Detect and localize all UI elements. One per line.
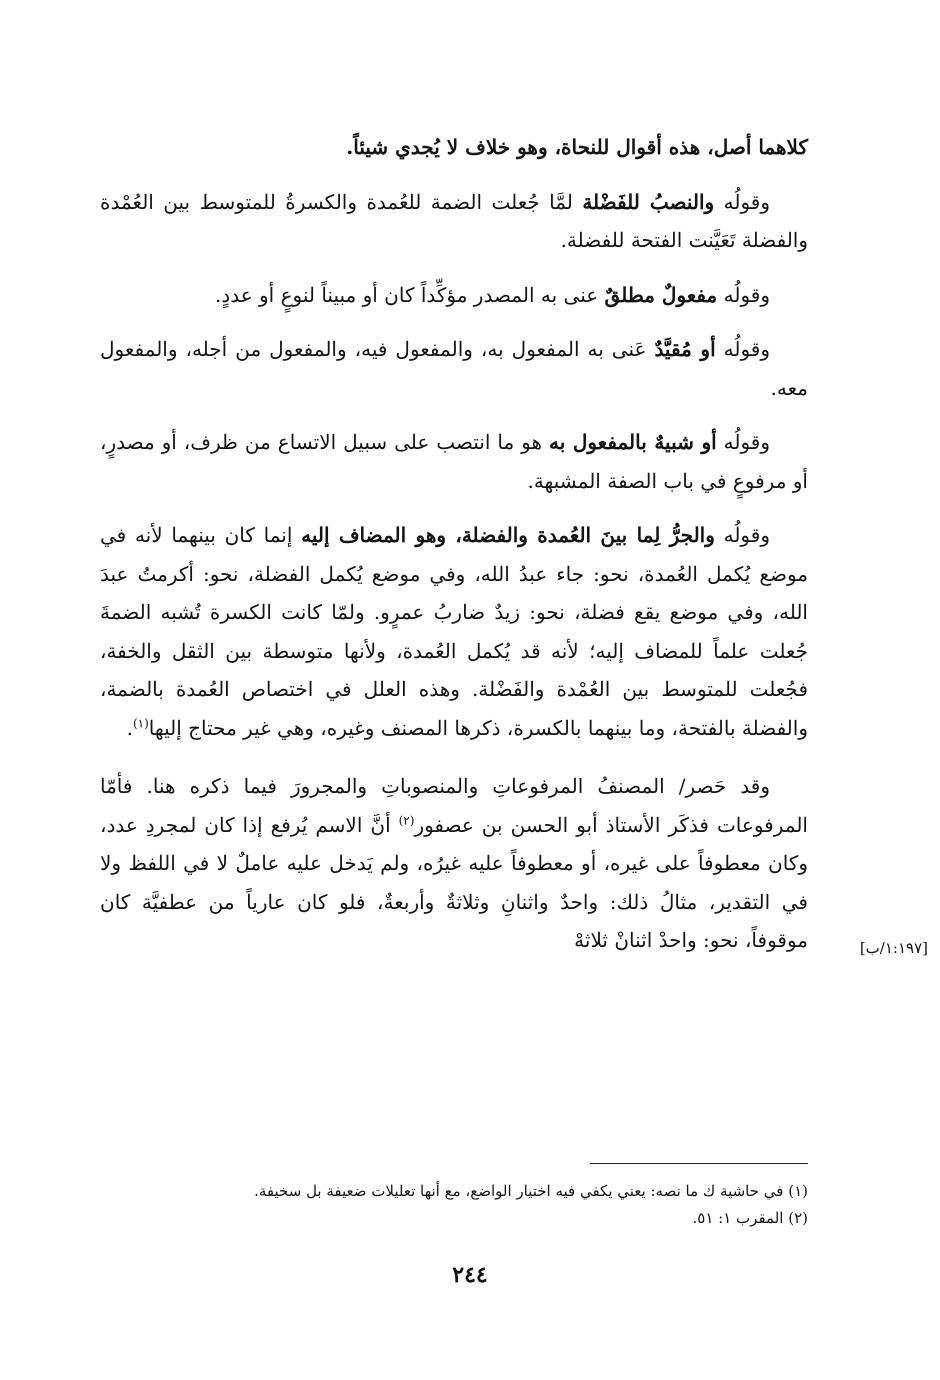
paragraph-6-bold: والجرُّ لِما بينَ العُمدة والفضلة، وهو المضاف إليه bbox=[301, 523, 715, 547]
footnote-1: (١) في حاشية ك ما نصه: يعني يكفي فيه اختيار الواضع، مع أنها تعليلات ضعيفة بل سخيفة. bbox=[254, 1182, 808, 1200]
paragraph-5-text: هو ما انتصب على سبيل الاتساع من ظرف، أو مصدرٍ، أو مرفوعٍ في باب الصفة المشبهة. bbox=[100, 430, 808, 493]
main-text bbox=[100, 128, 808, 976]
paragraph-4-text: عَنى به المفعول به، والمفعول فيه، والمفعول من أجله، والمفعول معه. bbox=[100, 337, 808, 400]
paragraph-6-tail: . bbox=[126, 715, 133, 740]
paragraph-6-lead: وقولُه bbox=[714, 523, 770, 547]
paragraph-4 bbox=[100, 330, 808, 407]
paragraph-6 bbox=[100, 516, 808, 747]
manuscript-folio-reference: [١:١٩٧/ب] bbox=[859, 939, 928, 957]
paragraph-3 bbox=[100, 276, 808, 315]
paragraph-7-text-a: وقد حَصر/ المصنفُ المرفوعاتِ والمنصوباتِ والمجرورَ فيما ذكره هنا. فأمّا المرفوعات فذكَر الأستاذ أبو الحسن بن عصفور bbox=[100, 774, 808, 837]
paragraph-3-lead: وقولُه bbox=[717, 282, 770, 307]
paragraph-6-text: إنما كان بينهما لأنه في موضع يُكمل العُمدة، نحو: جاء عبدُ الله، وفي موضع يُكمل الفضلة، نحو: أكرمتُ عبدَ الله، وفي موضع يقع فضلة، نحو: زيدٌ ضاربُ عمرٍو. ولمّا كانت الكسرة تُشبه الضمةَ جُعلت علماً للمضاف إليه؛ لأنه قد يُكمل العُمدة، ولأنها متوسطة بين الثقل والخفة، فجُعلت للمتوسط بين العُمْدة والفَضْلة. وهذه العلل في اختصاص العُمدة بالضمة، والفضلة بالفتحة، وما بينهما بالكسرة، ذكرها المصنف وغيره، وهي غير محتاج إليها bbox=[100, 523, 808, 740]
paragraph-5 bbox=[100, 423, 808, 500]
paragraph-4-bold: أو مُقيَّدٌ bbox=[654, 337, 716, 361]
footnote-2: (٢) المقرب ١: ٥١. bbox=[692, 1209, 808, 1227]
paragraph-2 bbox=[100, 183, 808, 260]
page-number: ٢٤٤ bbox=[452, 1262, 488, 1288]
paragraph-5-bold: أو شبيهٌ بالمفعول به bbox=[548, 430, 717, 454]
paragraph-3-text: عنى به المصدر مؤكِّداً كان أو مبيناً لنوعٍ أو عددٍ. bbox=[214, 282, 605, 307]
paragraph-7 bbox=[100, 767, 808, 960]
paragraph-2-lead: وقولُه bbox=[714, 189, 770, 214]
footnote-ref-1: (١) bbox=[132, 715, 149, 730]
paragraph-2-bold: والنصبُ للفَضْلة bbox=[582, 189, 715, 214]
paragraph-3-bold: مفعولٌ مطلقٌ bbox=[604, 282, 718, 307]
paragraph-4-lead: وقولُه bbox=[715, 337, 770, 361]
footnotes bbox=[100, 1178, 808, 1232]
footnote-ref-2: (٢) bbox=[398, 812, 415, 827]
paragraph-5-lead: وقولُه bbox=[716, 430, 770, 454]
paragraph-1-text: كلاهما أصل، هذه أقوال للنحاة، وهو خلاف لا يُجدي شيئاً. bbox=[346, 135, 808, 159]
paragraph-1 bbox=[100, 128, 808, 167]
footnote-separator bbox=[590, 1163, 808, 1164]
paragraph-2-text: لمَّا جُعلت الضمة للعُمدة والكسرةُ للمتوسط بين العُمْدة والفضلة تَعَيَّنت الفتحة للفضلة. bbox=[100, 189, 808, 252]
paragraph-7-text-b: أنَّ الاسم يُرفع إذا كان لمجردِ عدد، وكان معطوفاً على غيره، أو معطوفاً عليه غيرُه، ولم يَدخل عليه عاملٌ لا في اللفظ ولا في التقدير، مثالُ ذلك: واحدٌ واثنانِ وثلاثةٌ وأربعةٌ، فلو كان عارياً من عطفيَّة كان موقوفاً، نحو: واحدْ اثنانْ ثلاثهْ bbox=[100, 812, 808, 952]
